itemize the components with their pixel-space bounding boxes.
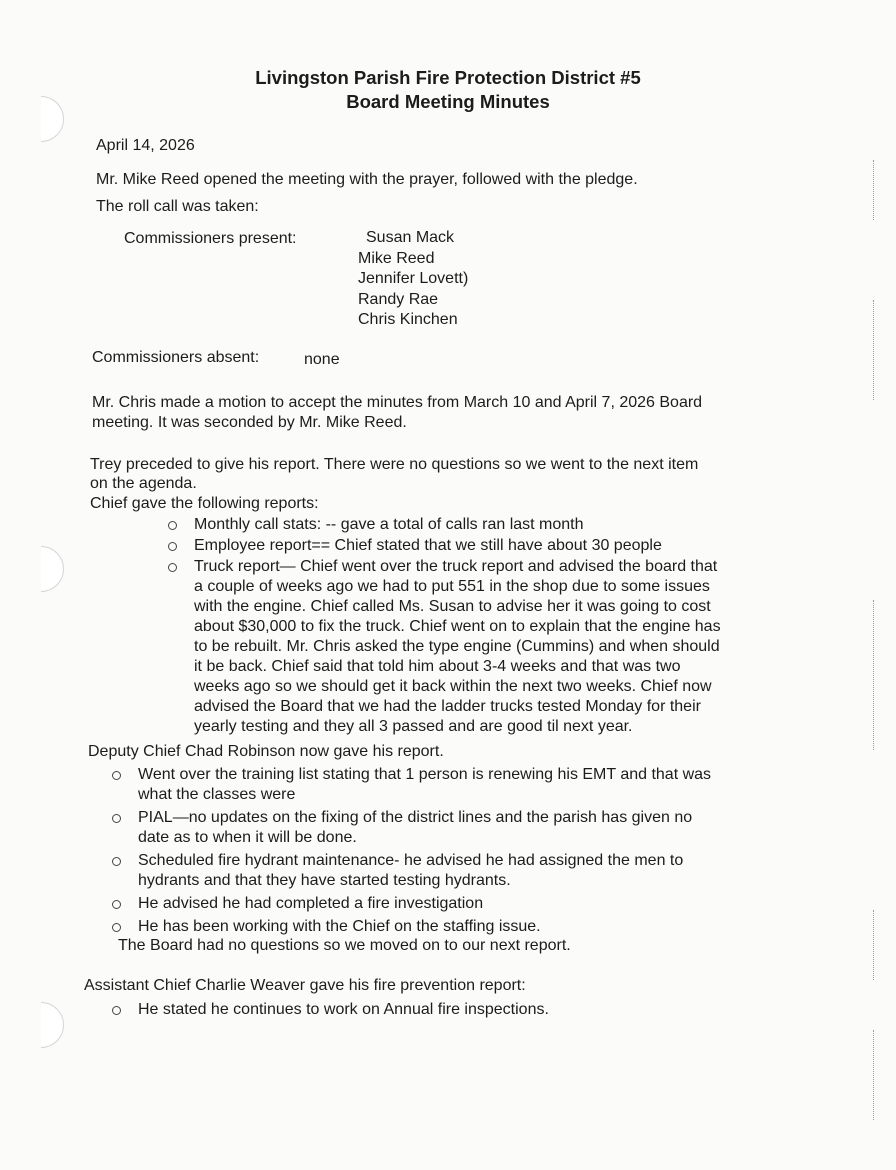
deputy-intro: Deputy Chief Chad Robinson now gave his report. <box>88 743 444 760</box>
board-note: The Board had no questions so we moved on to our next report. <box>118 937 571 954</box>
bullet-icon <box>112 900 121 909</box>
report-text-line: He stated he continues to work on Annual fire inspections. <box>138 1001 549 1018</box>
trey-report-line: on the agenda. <box>90 475 197 492</box>
report-text-line: a couple of weeks ago we had to put 551 in the shop due to some issues <box>194 578 710 595</box>
margin-scan-marks <box>873 300 876 400</box>
document-title: Livingston Parish Fire Protection District #5 <box>255 67 641 88</box>
hole-punch-mark <box>18 546 64 592</box>
commissioners-present-label: Commissioners present: <box>124 230 297 247</box>
chief-report-item <box>194 536 774 556</box>
margin-scan-marks <box>873 600 876 750</box>
commissioner-name: Jennifer Lovett) <box>358 270 469 287</box>
deputy-report-item <box>138 851 758 891</box>
bullet-icon <box>168 521 177 530</box>
commissioners-absent-label: Commissioners absent: <box>92 349 260 366</box>
report-text-line: about $30,000 to fix the truck. Chief went on to explain that the engine has <box>194 618 721 635</box>
commissioner-name: Chris Kinchen <box>358 311 458 328</box>
meeting-date: April 14, 2026 <box>96 137 195 154</box>
report-text-line: He has been working with the Chief on the staffing issue. <box>138 918 541 935</box>
report-text-line: hydrants and that they have started testing hydrants. <box>138 872 511 889</box>
bullet-icon <box>112 771 121 780</box>
bullet-icon <box>168 563 177 572</box>
deputy-report-item <box>138 765 758 805</box>
deputy-report-item <box>138 917 758 937</box>
document-subtitle: Board Meeting Minutes <box>346 91 550 112</box>
commissioners-present-list <box>358 228 468 331</box>
chief-intro: Chief gave the following reports: <box>90 495 319 512</box>
bullet-icon <box>112 814 121 823</box>
report-text-line: it be back. Chief said that told him about 3-4 weeks and that was two <box>194 658 681 675</box>
report-text-line: Scheduled fire hydrant maintenance- he advised he had assigned the men to <box>138 852 684 869</box>
roll-call-statement: The roll call was taken: <box>96 198 259 215</box>
report-text-line: date as to when it will be done. <box>138 829 357 846</box>
motion-text-line: Mr. Chris made a motion to accept the minutes from March 10 and April 7, 2026 Board <box>92 394 703 411</box>
chief-report-list <box>194 515 774 737</box>
bullet-icon <box>168 542 177 551</box>
assistant-report-list <box>138 1000 758 1020</box>
assistant-intro: Assistant Chief Charlie Weaver gave his fire prevention report: <box>84 977 526 994</box>
bullet-icon <box>112 1006 121 1015</box>
deputy-report-item <box>138 808 758 848</box>
hole-punch-mark <box>18 1002 64 1048</box>
margin-scan-marks <box>873 1030 876 1120</box>
margin-scan-marks <box>873 910 876 980</box>
report-text-line: Truck report— Chief went over the truck report and advised the board that <box>194 558 718 575</box>
commissioners-absent-value: none <box>304 351 340 368</box>
margin-scan-marks <box>873 160 876 220</box>
opening-statement: Mr. Mike Reed opened the meeting with the prayer, followed with the pledge. <box>96 171 638 188</box>
chief-report-item <box>194 557 774 737</box>
assistant-report-item <box>138 1000 758 1020</box>
commissioner-name: Mike Reed <box>358 249 435 267</box>
report-text-line: weeks ago so we should get it back within the next two weeks. Chief now <box>194 678 712 695</box>
bullet-icon <box>112 923 121 932</box>
report-text-line: He advised he had completed a fire investigation <box>138 895 484 912</box>
report-text-line: with the engine. Chief called Ms. Susan to advise her it was going to cost <box>194 598 711 615</box>
report-text-line: advised the Board that we had the ladder trucks tested Monday for their <box>194 698 701 715</box>
report-text-line: to be rebuilt. Mr. Chris asked the type engine (Cummins) and when should <box>194 638 720 655</box>
chief-report-item <box>194 515 774 535</box>
report-text-line: what the classes were <box>138 786 296 803</box>
report-text-line: Employee report== Chief stated that we still have about 30 people <box>194 537 662 554</box>
motion-text-line: meeting. It was seconded by Mr. Mike Reed. <box>92 414 407 431</box>
trey-report-line: Trey preceded to give his report. There were no questions so we went to the next item <box>90 456 699 473</box>
report-text-line: PIAL—no updates on the fixing of the district lines and the parish has given no <box>138 809 693 826</box>
deputy-report-list <box>138 765 758 937</box>
report-text-line: yearly testing and they all 3 passed and are good til next year. <box>194 718 633 735</box>
commissioner-name: Susan Mack <box>366 229 455 246</box>
deputy-report-item <box>138 894 758 914</box>
bullet-icon <box>112 857 121 866</box>
report-text-line: Went over the training list stating that 1 person is renewing his EMT and that was <box>138 766 712 783</box>
report-text-line: Monthly call stats: -- gave a total of calls ran last month <box>194 516 584 533</box>
commissioner-name: Randy Rae <box>358 290 439 308</box>
